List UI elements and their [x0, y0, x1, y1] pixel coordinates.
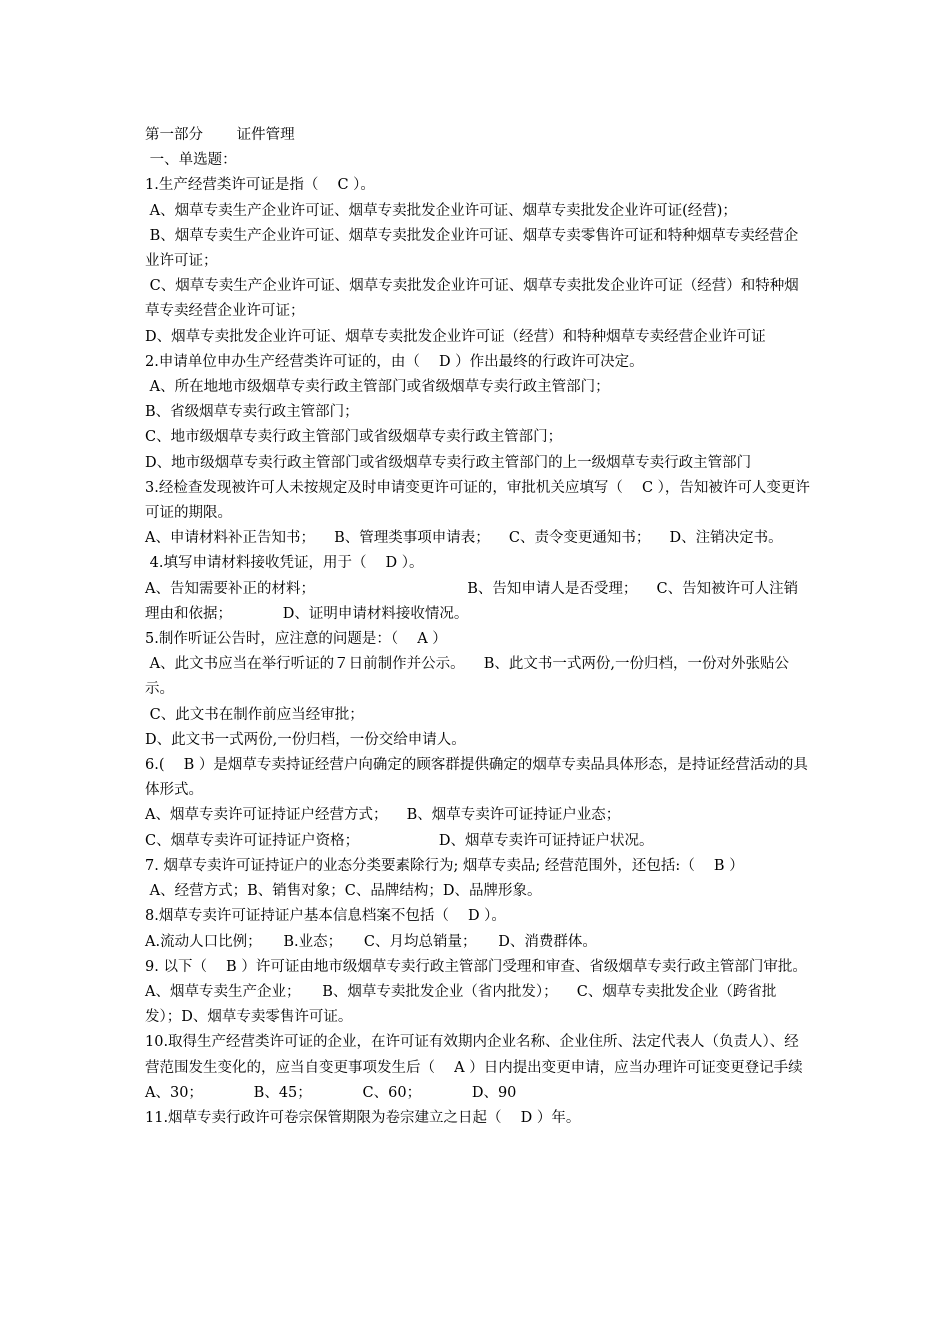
question-text: 5.制作听证公告时，应注意的问题是：（ A ）	[145, 631, 447, 648]
option-text: A、经营方式；B、销售对象；C、品牌结构；D、品牌形象。	[145, 883, 542, 900]
option-text: D、地市级烟草专卖行政主管部门或省级烟草专卖行政主管部门的上一级烟草专卖行政主管部门	[145, 454, 752, 471]
option-text: A、所在地地市级烟草专卖行政主管部门或省级烟草专卖行政主管部门；	[145, 379, 610, 396]
document-body	[145, 123, 810, 1131]
option-text: A.流动人口比例； B.业态； C、月均总销量； D、消费群体。	[145, 933, 597, 950]
option-text: D、此文书一式两份,一份归档，一份交给申请人。	[145, 731, 466, 748]
option-text: A、烟草专卖生产企业许可证、烟草专卖批发企业许可证、烟草专卖批发企业许可证(经营)；	[145, 202, 737, 219]
question-text: 2.申请单位申办生产经营类许可证的，由（ D ）作出最终的行政许可决定。	[145, 353, 644, 370]
question-text: 11.烟草专卖行政许可卷宗保管期限为卷宗建立之日起（ D ）年。	[145, 1109, 581, 1126]
section-heading: 第一部分 证件管理	[145, 127, 295, 143]
option-text: B、省级烟草专卖行政主管部门；	[145, 404, 359, 421]
option-text: B、烟草专卖生产企业许可证、烟草专卖批发企业许可证、烟草专卖零售许可证和特种烟草专卖经营企业许可证；	[145, 227, 799, 270]
option-text: C、此文书在制作前应当经审批；	[145, 706, 364, 723]
question-text: 8.烟草专卖许可证持证户基本信息档案不包括（ D ）。	[145, 908, 506, 925]
question-text: 3.经检查发现被许可人未按规定及时申请变更许可证的，审批机关应填写（ C ），告知被许可人变更许可证的期限。	[145, 479, 810, 522]
question-text: 4.填写申请材料接收凭证，用于（ D ）。	[145, 555, 424, 572]
question-text: 10.取得生产经营类许可证的企业，在许可证有效期内企业名称、企业住所、法定代表人（负责人）、经营范围发生变化的，应当自变更事项发生后（ A ）日内提出变更申请，应当办理许可证变更登记手续	[145, 1034, 803, 1076]
option-text: A、30； B、45； C、60； D、90	[145, 1084, 517, 1101]
option-text: C、烟草专卖生产企业许可证、烟草专卖批发企业许可证、烟草专卖批发企业许可证（经营）和特种烟草专卖经营企业许可证；	[145, 278, 799, 320]
option-text: A、告知需要补正的材料； B、告知申请人是否受理； C、告知被许可人注销理由和依据； D、证明申请材料接收情况。	[145, 580, 799, 622]
option-text: A、申请材料补正告知书； B、管理类事项申请表； C、责令变更通知书； D、注销决定书。	[145, 530, 783, 547]
option-text: D、烟草专卖批发企业许可证、烟草专卖批发企业许可证（经营）和特种烟草专卖经营企业许可证	[145, 328, 766, 345]
option-text: C、烟草专卖许可证持证户资格； D、烟草专卖许可证持证户状况。	[145, 832, 654, 849]
option-text: A、此文书应当在举行听证的７日前制作并公示。 B、此文书一式两份,一份归档，一份对外张贴公示。	[145, 656, 789, 698]
question-text: 7. 烟草专卖许可证持证户的业态分类要素除行为; 烟草专卖品; 经营范围外，还包括:（ B ）	[145, 857, 744, 874]
subsection-heading: 一、单选题：	[145, 152, 237, 169]
question-text: 9. 以下（ B ）许可证由地市级烟草专卖行政主管部门受理和审查、省级烟草专卖行政主管部门审批。	[145, 958, 807, 975]
option-text: A、烟草专卖生产企业； B、烟草专卖批发企业（省内批发）； C、烟草专卖批发企业（跨省批发）；D、烟草专卖零售许可证。	[145, 983, 777, 1026]
option-text: A、烟草专卖许可证持证户经营方式； B、烟草专卖许可证持证户业态；	[145, 807, 621, 824]
option-text: C、地市级烟草专卖行政主管部门或省级烟草专卖行政主管部门；	[145, 429, 563, 446]
question-text: 6.( B ）是烟草专卖持证经营户向确定的顾客群提供确定的烟草专卖品具体形态，是持证经营活动的具体形式。	[145, 757, 808, 799]
question-text: 1.生产经营类许可证是指（ C ）。	[145, 177, 375, 194]
